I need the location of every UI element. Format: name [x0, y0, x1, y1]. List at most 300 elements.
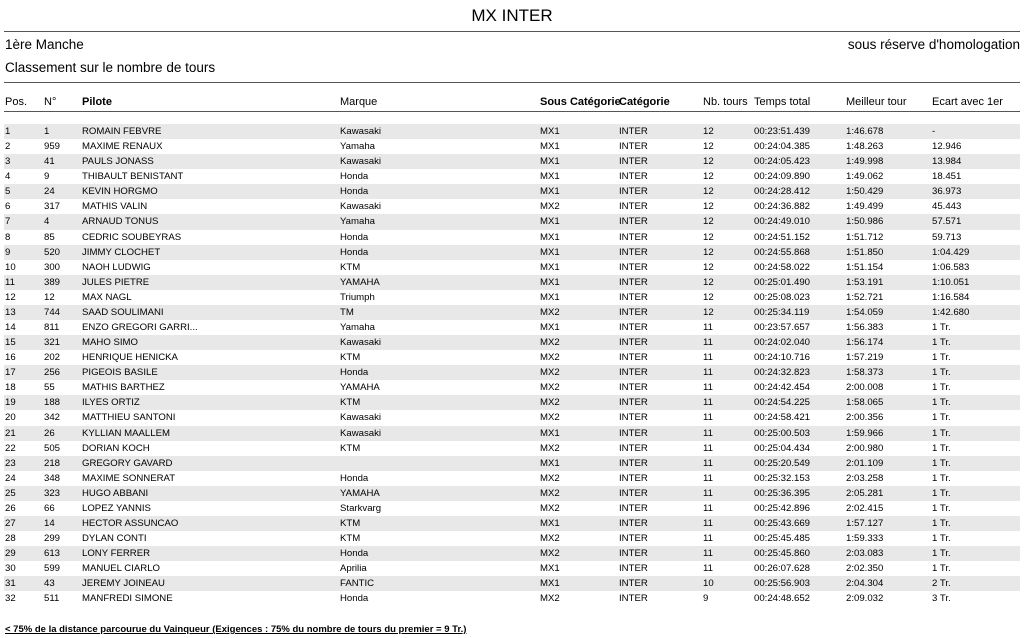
cell-categorie: INTER [619, 186, 648, 198]
cell-marque: Honda [340, 171, 369, 183]
cell-marque: Aprilia [340, 563, 367, 575]
footnote: < 75% de la distance parcourue du Vainqueur (Exigences : 75% du nombre de tours du premier = 9 Tr.) [5, 624, 467, 635]
cell-pos: 10 [5, 261, 16, 273]
cell-marque: Kawasaki [340, 412, 382, 424]
cell-num: 389 [44, 276, 61, 288]
cell-temps-total: 00:24:36.882 [754, 201, 811, 213]
cell-num: 300 [44, 261, 61, 273]
cell-ecart: 1 Tr. [932, 442, 951, 454]
cell-pos: 5 [5, 186, 11, 198]
cell-nb-tours: 12 [703, 171, 714, 183]
table-row [4, 230, 1020, 245]
cell-sous-categorie: MX2 [540, 487, 560, 499]
cell-num: 323 [44, 487, 61, 499]
cell-num: 299 [44, 533, 61, 545]
cell-marque: Yamaha [340, 141, 376, 153]
cell-pilote: MAHO SIMO [82, 337, 138, 349]
cell-pos: 11 [5, 276, 15, 288]
cell-nb-tours: 11 [703, 548, 713, 560]
cell-meilleur-tour: 2:00.356 [846, 412, 884, 424]
table-row [4, 365, 1020, 380]
table-row [4, 546, 1020, 561]
cell-marque: Yamaha [340, 322, 376, 334]
cell-pilote: JEREMY JOINEAU [82, 578, 165, 590]
cell-pilote: LOPEZ YANNIS [82, 502, 151, 514]
table-row [4, 486, 1020, 501]
results-table [4, 116, 1020, 607]
cell-nb-tours: 11 [703, 367, 713, 379]
cell-marque: Yamaha [340, 216, 376, 228]
cell-sous-categorie: MX2 [540, 397, 560, 409]
cell-meilleur-tour: 1:58.065 [846, 397, 884, 409]
cell-pos: 4 [5, 171, 11, 183]
cell-meilleur-tour: 2:02.350 [846, 563, 884, 575]
cell-temps-total: 00:25:56.903 [754, 578, 811, 590]
cell-pilote: KEVIN HORGMO [82, 186, 158, 198]
cell-meilleur-tour: 1:56.383 [846, 322, 884, 334]
cell-categorie: INTER [619, 397, 648, 409]
cell-meilleur-tour: 1:49.499 [846, 201, 884, 213]
table-row [4, 199, 1020, 214]
header-pos: Pos. [5, 96, 28, 108]
cell-ecart: 45.443 [932, 201, 962, 213]
subtitle-divider [4, 82, 1020, 83]
cell-marque: Honda [340, 472, 369, 484]
cell-num: 744 [44, 306, 61, 318]
page-title: MX INTER [471, 6, 553, 25]
cell-categorie: INTER [619, 291, 648, 303]
cell-sous-categorie: MX1 [540, 427, 560, 439]
cell-num: 188 [44, 397, 61, 409]
cell-pilote: MAX NAGL [82, 291, 132, 303]
cell-meilleur-tour: 1:49.062 [846, 171, 884, 183]
cell-ecart: 13.984 [932, 156, 962, 168]
cell-pilote: MATTHIEU SANTONI [82, 412, 176, 424]
cell-num: 218 [44, 457, 61, 469]
cell-pos: 29 [5, 548, 16, 560]
cell-num: 613 [44, 548, 61, 560]
cell-ecart: 1 Tr. [932, 412, 951, 424]
cell-num: 317 [44, 201, 61, 213]
cell-sous-categorie: MX2 [540, 412, 560, 424]
cell-ecart: 1:42.680 [932, 306, 970, 318]
table-row [4, 335, 1020, 350]
cell-nb-tours: 11 [703, 382, 713, 394]
table-row [4, 591, 1020, 606]
cell-pos: 24 [5, 472, 16, 484]
cell-sous-categorie: MX2 [540, 548, 560, 560]
cell-meilleur-tour: 2:00.008 [846, 382, 884, 394]
cell-marque: KTM [340, 518, 361, 530]
cell-temps-total: 00:24:10.716 [754, 352, 811, 364]
cell-sous-categorie: MX1 [540, 322, 560, 334]
cell-categorie: INTER [619, 412, 648, 424]
cell-ecart: 59.713 [932, 231, 962, 243]
cell-ecart: 1 Tr. [932, 367, 951, 379]
cell-pilote: JIMMY CLOCHET [82, 246, 161, 258]
table-row [4, 184, 1020, 199]
homologation-note: sous réserve d'homologation [847, 37, 1020, 52]
cell-categorie: INTER [619, 457, 648, 469]
cell-sous-categorie: MX2 [540, 337, 560, 349]
cell-num: 511 [44, 593, 60, 605]
cell-pilote: MANFREDI SIMONE [82, 593, 173, 605]
cell-num: 43 [44, 578, 55, 590]
title-divider [4, 31, 1020, 32]
cell-num: 202 [44, 352, 61, 364]
cell-meilleur-tour: 1:57.127 [846, 518, 884, 530]
cell-temps-total: 00:24:54.225 [754, 397, 811, 409]
cell-pos: 20 [5, 412, 16, 424]
cell-meilleur-tour: 1:58.373 [846, 367, 884, 379]
cell-temps-total: 00:24:58.421 [754, 412, 811, 424]
cell-meilleur-tour: 1:46.678 [846, 126, 884, 137]
cell-marque: Honda [340, 548, 369, 560]
table-row [4, 501, 1020, 516]
cell-meilleur-tour: 1:51.154 [846, 261, 884, 273]
header-num: N° [44, 96, 57, 108]
header-divider [4, 111, 1020, 112]
cell-pilote: MAXIME SONNERAT [82, 472, 176, 484]
table-row [4, 139, 1020, 154]
cell-categorie: INTER [619, 518, 648, 530]
cell-nb-tours: 11 [703, 487, 713, 499]
cell-categorie: INTER [619, 563, 648, 575]
cell-categorie: INTER [619, 246, 648, 258]
cell-temps-total: 00:25:08.023 [754, 291, 811, 303]
cell-meilleur-tour: 2:09.032 [846, 593, 884, 605]
cell-temps-total: 00:23:57.657 [754, 322, 811, 334]
cell-nb-tours: 12 [703, 156, 714, 168]
cell-meilleur-tour: 1:59.966 [846, 427, 884, 439]
cell-categorie: INTER [619, 261, 648, 273]
cell-categorie: INTER [619, 171, 648, 183]
cell-pilote: LONY FERRER [82, 548, 151, 560]
table-row [4, 516, 1020, 531]
cell-pilote: PIGEOIS BASILE [82, 367, 158, 379]
cell-temps-total: 00:24:58.022 [754, 261, 811, 273]
cell-pilote: ENZO GREGORI GARRI... [82, 322, 198, 334]
cell-pilote: HUGO ABBANI [82, 487, 149, 499]
cell-marque: Starkvarg [340, 502, 382, 514]
cell-nb-tours: 11 [703, 397, 713, 409]
cell-pos: 15 [5, 337, 16, 349]
cell-pos: 9 [5, 246, 11, 258]
cell-num: 9 [44, 171, 50, 183]
cell-categorie: INTER [619, 216, 648, 228]
cell-sous-categorie: MX2 [540, 442, 560, 454]
cell-categorie: INTER [619, 533, 648, 545]
cell-nb-tours: 12 [703, 231, 714, 243]
cell-temps-total: 00:25:20.549 [754, 457, 811, 469]
cell-nb-tours: 11 [703, 518, 713, 530]
cell-meilleur-tour: 1:57.219 [846, 352, 884, 364]
cell-meilleur-tour: 2:01.109 [846, 457, 884, 469]
cell-nb-tours: 11 [703, 563, 713, 575]
cell-categorie: INTER [619, 578, 648, 590]
header-nb-tours: Nb. tours [703, 96, 748, 108]
cell-marque: KTM [340, 261, 361, 273]
cell-sous-categorie: MX1 [540, 578, 560, 590]
table-row [4, 290, 1020, 305]
cell-ecart: 1:10.051 [932, 276, 970, 288]
cell-marque: KTM [340, 442, 361, 454]
cell-nb-tours: 11 [703, 412, 713, 424]
cell-meilleur-tour: 1:51.712 [846, 231, 884, 243]
cell-nb-tours: 10 [703, 578, 714, 590]
cell-pilote: PAULS JONASS [82, 156, 154, 168]
cell-pos: 23 [5, 457, 16, 469]
cell-pilote: THIBAULT BENISTANT [82, 171, 184, 183]
table-row [4, 169, 1020, 184]
cell-marque: Honda [340, 593, 369, 605]
cell-ecart: 1 Tr. [932, 502, 951, 514]
cell-temps-total: 00:25:32.153 [754, 472, 811, 484]
cell-num: 811 [44, 322, 60, 334]
cell-nb-tours: 12 [703, 186, 714, 198]
cell-nb-tours: 11 [703, 502, 713, 514]
cell-meilleur-tour: 1:54.059 [846, 306, 884, 318]
cell-sous-categorie: MX2 [540, 593, 560, 605]
cell-temps-total: 00:25:45.485 [754, 533, 811, 545]
cell-pilote: JULES PIETRE [82, 276, 150, 288]
cell-nb-tours: 11 [703, 457, 713, 469]
cell-pos: 13 [5, 306, 16, 318]
cell-ecart: 1 Tr. [932, 548, 951, 560]
table-row [4, 441, 1020, 456]
cell-num: 12 [44, 291, 55, 303]
cell-pilote: DORIAN KOCH [82, 442, 150, 454]
cell-sous-categorie: MX1 [540, 291, 560, 303]
cell-temps-total: 00:24:04.385 [754, 141, 811, 153]
cell-meilleur-tour: 2:00.980 [846, 442, 884, 454]
cell-num: 41 [44, 156, 55, 168]
cell-marque: Kawasaki [340, 337, 382, 349]
cell-pilote: ILYES ORTIZ [82, 397, 140, 409]
cell-pilote: MATHIS VALIN [82, 201, 148, 213]
cell-meilleur-tour: 1:49.998 [846, 156, 884, 168]
cell-temps-total: 00:24:51.152 [754, 231, 811, 243]
cell-ecart: 1:04.429 [932, 246, 970, 258]
cell-nb-tours: 11 [703, 352, 713, 364]
table-row [4, 305, 1020, 320]
cell-pos: 7 [5, 216, 11, 228]
cell-pos: 19 [5, 397, 16, 409]
cell-sous-categorie: MX1 [540, 231, 560, 243]
header-marque: Marque [340, 96, 378, 108]
cell-sous-categorie: MX1 [540, 156, 560, 168]
cell-categorie: INTER [619, 141, 648, 153]
cell-nb-tours: 12 [703, 291, 714, 303]
cell-temps-total: 00:25:42.896 [754, 502, 811, 514]
cell-pilote: MAXIME RENAUX [82, 141, 163, 153]
cell-temps-total: 00:26:07.628 [754, 563, 811, 575]
cell-sous-categorie: MX2 [540, 352, 560, 364]
table-row [4, 410, 1020, 425]
cell-num: 505 [44, 442, 61, 454]
cell-pos: 2 [5, 141, 11, 153]
cell-sous-categorie: MX1 [540, 457, 560, 469]
cell-num: 4 [44, 216, 50, 228]
cell-pos: 6 [5, 201, 11, 213]
cell-categorie: INTER [619, 231, 648, 243]
cell-categorie: INTER [619, 322, 648, 334]
cell-temps-total: 00:25:34.119 [754, 306, 810, 318]
cell-meilleur-tour: 1:50.986 [846, 216, 884, 228]
cell-marque: KTM [340, 533, 361, 545]
cell-categorie: INTER [619, 502, 648, 514]
cell-nb-tours: 11 [703, 322, 713, 334]
cell-temps-total: 00:25:36.395 [754, 487, 811, 499]
table-row [4, 260, 1020, 275]
cell-pilote: KYLLIAN MAALLEM [82, 427, 170, 439]
cell-temps-total: 00:25:00.503 [754, 427, 811, 439]
cell-ecart: - [932, 126, 936, 137]
cell-num: 85 [44, 231, 55, 243]
cell-categorie: INTER [619, 337, 648, 349]
cell-categorie: INTER [619, 382, 648, 394]
cell-pilote: MANUEL CIARLO [82, 563, 161, 575]
cell-temps-total: 00:24:48.652 [754, 593, 811, 605]
header-temps-total: Temps total [754, 96, 811, 108]
cell-marque: Honda [340, 186, 369, 198]
cell-pos: 17 [5, 367, 16, 379]
table-row [4, 320, 1020, 335]
cell-marque: KTM [340, 352, 361, 364]
cell-temps-total: 00:25:01.490 [754, 276, 811, 288]
cell-sous-categorie: MX2 [540, 367, 560, 379]
table-row [4, 531, 1020, 546]
cell-marque: Kawasaki [340, 201, 382, 213]
cell-marque: YAMAHA [340, 276, 380, 288]
cell-sous-categorie: MX1 [540, 261, 560, 273]
cell-ecart: 1 Tr. [932, 533, 951, 545]
cell-nb-tours: 12 [703, 216, 714, 228]
cell-categorie: INTER [619, 306, 648, 318]
cell-marque: YAMAHA [340, 382, 380, 394]
cell-pos: 22 [5, 442, 16, 454]
cell-categorie: INTER [619, 487, 648, 499]
cell-pos: 14 [5, 322, 16, 334]
cell-temps-total: 00:23:51.439 [754, 126, 811, 137]
cell-num: 959 [44, 141, 61, 153]
cell-sous-categorie: MX1 [540, 171, 560, 183]
cell-nb-tours: 12 [703, 126, 714, 137]
cell-num: 55 [44, 382, 55, 394]
cell-meilleur-tour: 1:52.721 [846, 291, 884, 303]
cell-pos: 8 [5, 231, 11, 243]
table-row [4, 214, 1020, 229]
table-row [4, 576, 1020, 591]
cell-pos: 30 [5, 563, 16, 575]
table-row [4, 245, 1020, 260]
cell-sous-categorie: MX1 [540, 518, 560, 530]
cell-sous-categorie: MX2 [540, 306, 560, 318]
table-row [4, 561, 1020, 576]
header-pilote: Pilote [82, 96, 112, 108]
cell-categorie: INTER [619, 472, 648, 484]
cell-sous-categorie: MX1 [540, 186, 560, 198]
cell-pos: 21 [5, 427, 16, 439]
table-row [4, 426, 1020, 441]
cell-pilote: CEDRIC SOUBEYRAS [82, 231, 182, 243]
cell-temps-total: 00:24:02.040 [754, 337, 811, 349]
cell-num: 1 [44, 126, 50, 137]
table-row [4, 275, 1020, 290]
cell-pos: 26 [5, 502, 16, 514]
cell-pos: 1 [5, 126, 11, 137]
cell-pos: 12 [5, 291, 16, 303]
cell-categorie: INTER [619, 352, 648, 364]
cell-pos: 28 [5, 533, 16, 545]
cell-pilote: MATHIS BARTHEZ [82, 382, 165, 394]
cell-categorie: INTER [619, 367, 648, 379]
cell-sous-categorie: MX2 [540, 533, 560, 545]
cell-marque: Kawasaki [340, 156, 382, 168]
cell-temps-total: 00:24:32.823 [754, 367, 811, 379]
cell-categorie: INTER [619, 201, 648, 213]
header-categorie: Catégorie [619, 96, 670, 108]
cell-ecart: 18.451 [932, 171, 962, 183]
cell-temps-total: 00:25:43.669 [754, 518, 811, 530]
table-row [4, 350, 1020, 365]
cell-meilleur-tour: 1:48.263 [846, 141, 884, 153]
cell-nb-tours: 11 [703, 337, 713, 349]
cell-ecart: 2 Tr. [932, 578, 951, 590]
cell-ecart: 1 Tr. [932, 487, 951, 499]
cell-marque: KTM [340, 397, 361, 409]
cell-num: 342 [44, 412, 61, 424]
cell-categorie: INTER [619, 126, 648, 137]
cell-sous-categorie: MX2 [540, 201, 560, 213]
cell-marque: TM [340, 306, 354, 318]
cell-pilote: HENRIQUE HENICKA [82, 352, 178, 364]
cell-marque: Kawasaki [340, 427, 382, 439]
header-ecart: Ecart avec 1er [932, 96, 1003, 108]
cell-pos: 31 [5, 578, 16, 590]
cell-sous-categorie: MX2 [540, 382, 560, 394]
cell-categorie: INTER [619, 593, 648, 605]
cell-num: 14 [44, 518, 55, 530]
table-row [4, 395, 1020, 410]
cell-num: 66 [44, 502, 55, 514]
cell-pos: 18 [5, 382, 16, 394]
cell-ecart: 1 Tr. [932, 518, 951, 530]
cell-ecart: 1 Tr. [932, 457, 951, 469]
cell-meilleur-tour: 1:59.333 [846, 533, 884, 545]
cell-pos: 27 [5, 518, 16, 530]
cell-nb-tours: 11 [703, 472, 713, 484]
cell-ecart: 1 Tr. [932, 322, 951, 334]
cell-pilote: SAAD SOULIMANI [82, 306, 164, 318]
cell-nb-tours: 12 [703, 306, 714, 318]
cell-nb-tours: 11 [703, 427, 713, 439]
cell-sous-categorie: MX1 [540, 246, 560, 258]
cell-num: 520 [44, 246, 61, 258]
cell-ecart: 3 Tr. [932, 593, 951, 605]
cell-meilleur-tour: 2:05.281 [846, 487, 884, 499]
cell-temps-total: 00:25:04.434 [754, 442, 811, 454]
cell-nb-tours: 12 [703, 141, 714, 153]
cell-sous-categorie: MX1 [540, 563, 560, 575]
cell-meilleur-tour: 1:53.191 [846, 276, 884, 288]
cell-pilote: ARNAUD TONUS [82, 216, 159, 228]
cell-ecart: 1:06.583 [932, 261, 970, 273]
cell-meilleur-tour: 1:56.174 [846, 337, 884, 349]
ranking-subtitle: Classement sur le nombre de tours [5, 60, 216, 75]
cell-marque: Triumph [340, 291, 375, 303]
cell-nb-tours: 9 [703, 593, 709, 605]
